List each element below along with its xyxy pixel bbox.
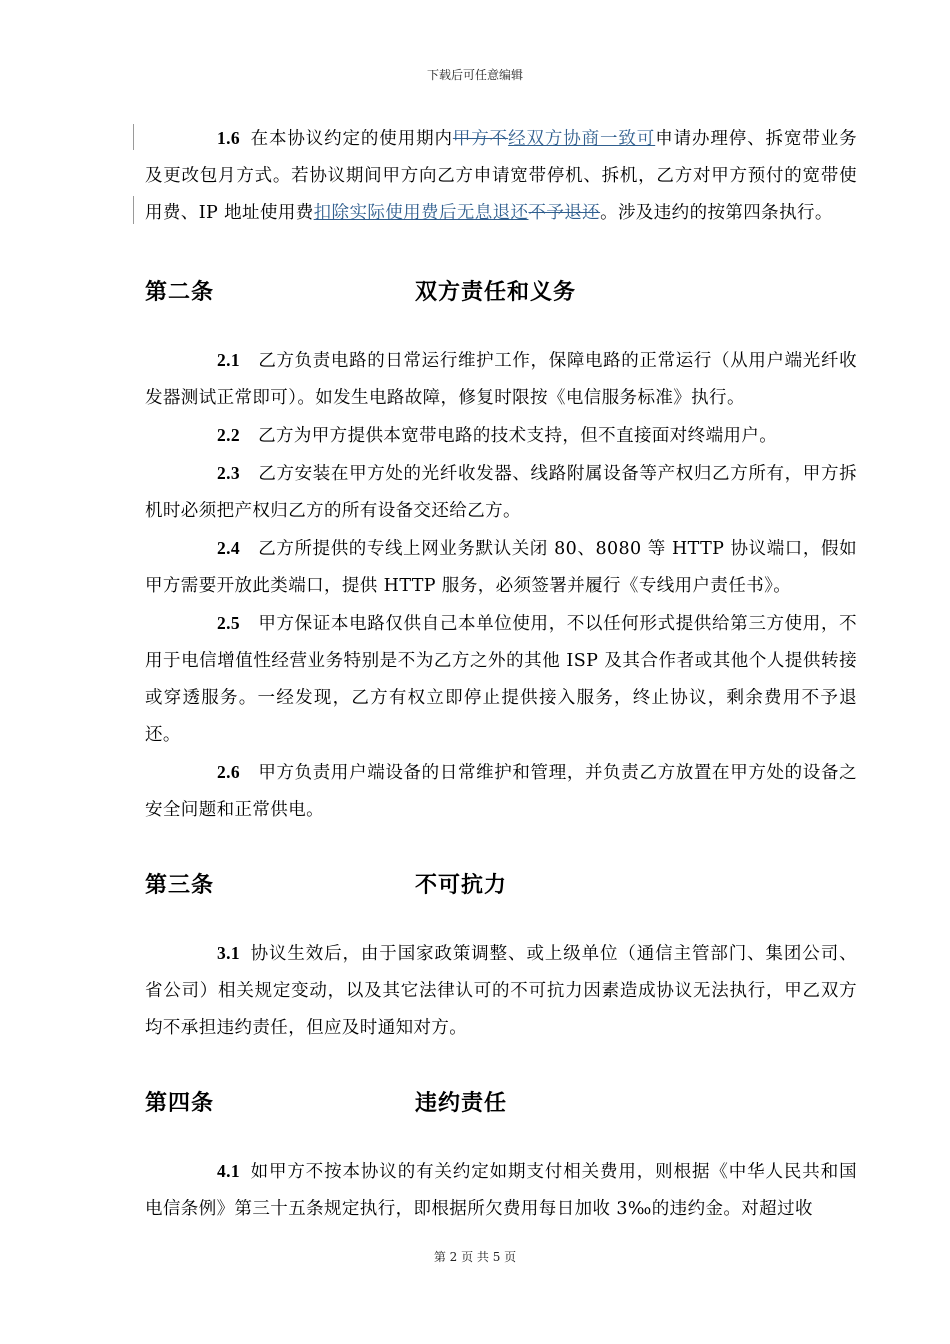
clause-number: 2.1	[217, 350, 241, 370]
section-title: 不可抗力	[415, 872, 508, 898]
section-heading	[145, 865, 857, 905]
clause-text: 甲方负责用户端设备的日常维护和管理，并负责乙方放置在甲方处的设备之安全问题和正常供电。	[145, 763, 857, 820]
clause-number: 2.4	[217, 538, 241, 558]
clause-2-2	[145, 417, 857, 455]
clause-2-4	[145, 530, 857, 605]
clause-number: 2.2	[217, 425, 241, 445]
deleted-text: 不予退还	[528, 203, 601, 223]
revision-change-bar	[133, 196, 134, 224]
clause-1-6	[145, 120, 857, 232]
section-title: 双方责任和义务	[415, 279, 577, 305]
clause-text: 乙方为甲方提供本宽带电路的技术支持，但不直接面对终端用户。	[258, 426, 778, 446]
clause-text: 乙方所提供的专线上网业务默认关闭 80、8080 等 HTTP 协议端口，假如甲方需要开放此类端口，提供 HTTP 服务，必须签署并履行《专线用户责任书》。	[145, 539, 857, 596]
section-title: 违约责任	[415, 1090, 508, 1116]
section-2-clauses	[145, 342, 857, 829]
clause-text: 乙方安装在甲方处的光纤收发器、线路附属设备等产权归乙方所有，甲方拆机时必须把产权归乙方的所有设备交还给乙方。	[145, 464, 857, 521]
clause-text: 在本协议约定的使用期内	[250, 129, 453, 149]
clause-text: 乙方负责电路的日常运行维护工作，保障电路的正常运行（从用户端光纤收发器测试正常即可）。如发生电路故障，修复时限按《电信服务标准》执行。	[145, 351, 857, 408]
article-number: 第四条	[145, 1090, 215, 1116]
clause-2-6	[145, 754, 857, 829]
clause-number: 3.1	[217, 943, 241, 963]
clause-number: 2.3	[217, 463, 241, 483]
clause-4-1	[145, 1153, 857, 1228]
header-note: 下载后可任意编辑	[426, 68, 523, 82]
article-number: 第三条	[145, 872, 215, 898]
clause-number: 2.5	[217, 613, 241, 633]
clause-text: 协议生效后，由于国家政策调整、或上级单位（通信主管部门、集团公司、省公司）相关规定变动，以及其它法律认可的不可抗力因素造成协议无法执行，甲乙双方均不承担违约责任，但应及时通知对方。	[145, 944, 857, 1038]
clause-number: 2.6	[217, 762, 241, 782]
article-number: 第二条	[145, 279, 215, 305]
clause-text: 甲方保证本电路仅供自己本单位使用，不以任何形式提供给第三方使用，不用于电信增值性经营业务特别是不为乙方之外的其他 ISP 及其合作者或其他个人提供转接或穿透服务。一经发现，乙方有权立即停止提供接入服务，终止协议，剩余费用不予退还。	[145, 614, 857, 745]
clause-text: 申请办理停、拆宽带业务及更改包月方式。若协议期间甲方向乙方申请宽带停机、拆机，乙方对甲方预付的宽带使用费、IP 地址使用费	[145, 129, 858, 223]
clause-number: 4.1	[217, 1161, 241, 1181]
clause-number: 1.6	[217, 128, 241, 148]
document-body	[145, 120, 857, 1228]
clause-2-1	[145, 342, 857, 417]
section-3-clauses	[145, 935, 857, 1047]
clause-3-1	[145, 935, 857, 1047]
section-heading	[145, 1083, 857, 1123]
page-footer: 第 2 页 共 5 页	[433, 1250, 517, 1264]
clause-2-5	[145, 605, 857, 754]
deleted-text: 甲方不	[452, 129, 509, 149]
clause-2-3	[145, 455, 857, 530]
revision-change-bar	[133, 124, 134, 150]
section-4-clauses	[145, 1153, 857, 1228]
section-heading	[145, 272, 857, 312]
inserted-text: 经双方协商一致可	[508, 129, 656, 149]
clause-text: 如甲方不按本协议的有关约定如期支付相关费用，则根据《中华人民共和国电信条例》第三十五条规定执行，即根据所欠费用每日加收 3‰的违约金。对超过收	[145, 1162, 857, 1219]
clause-text: 。涉及违约的按第四条执行。	[600, 203, 833, 223]
inserted-text: 扣除实际使用费后无息退还	[313, 203, 529, 223]
